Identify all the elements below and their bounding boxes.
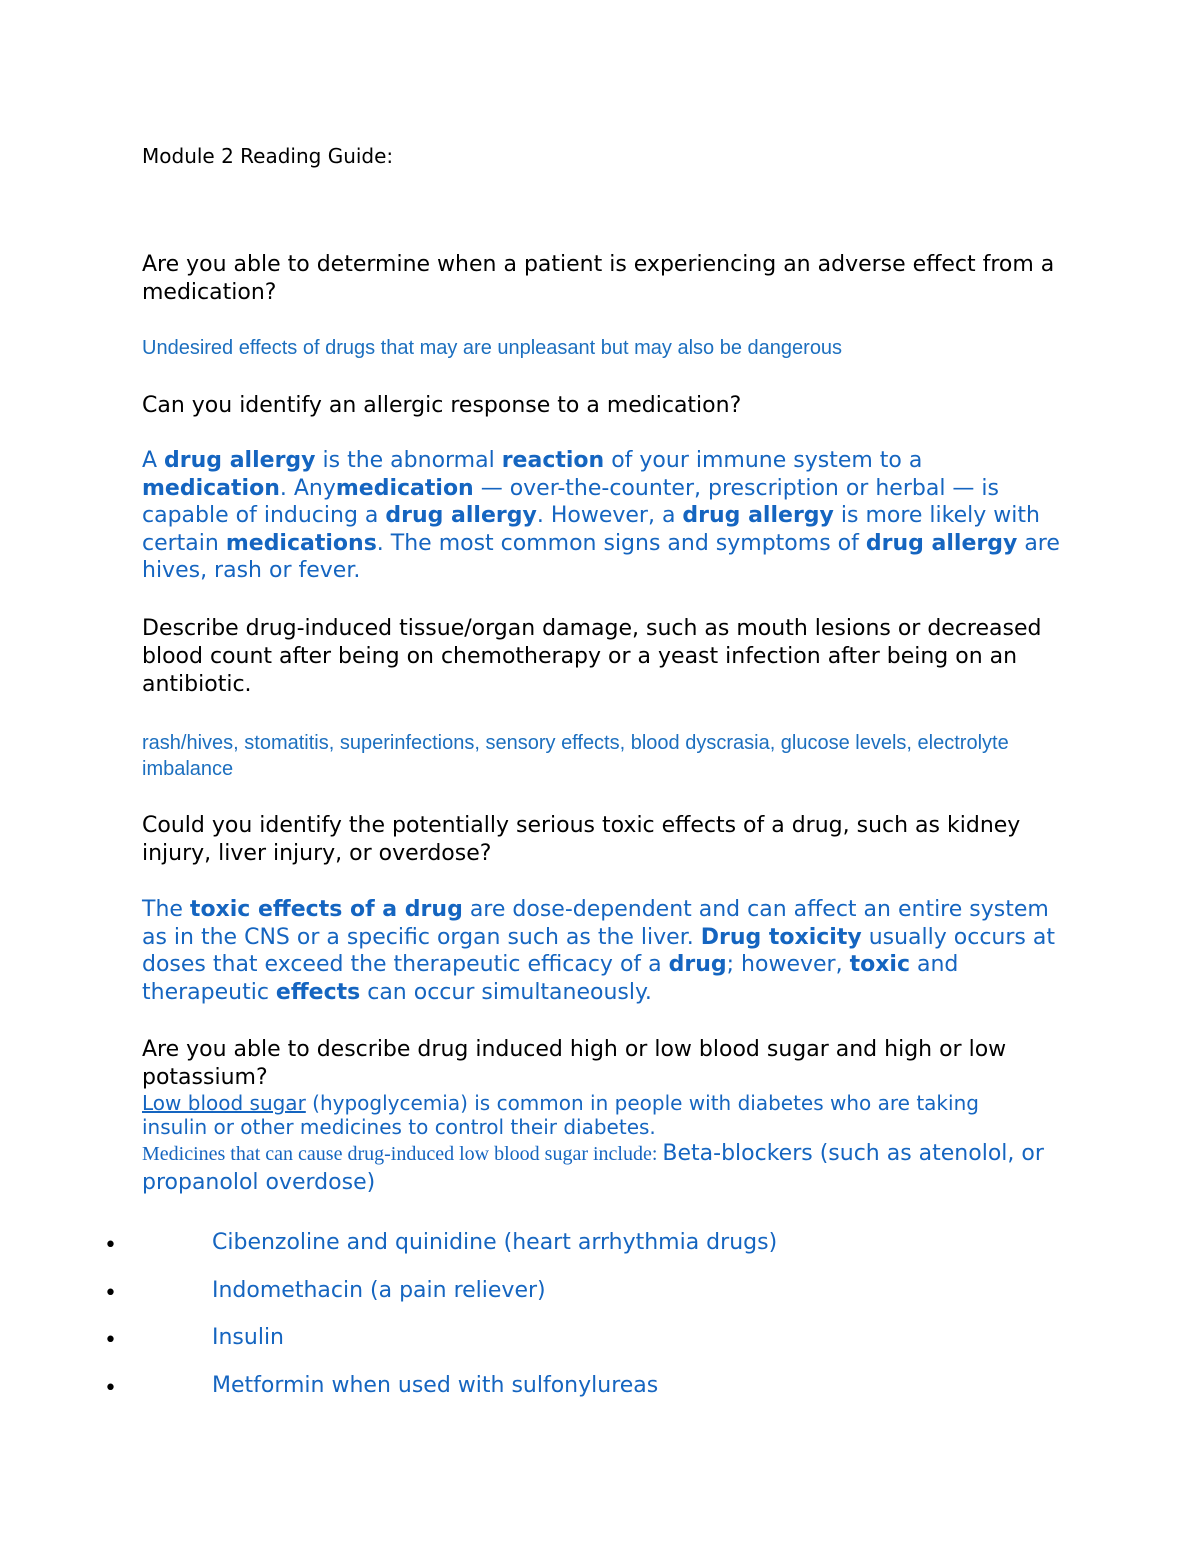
bullet-icon: •: [104, 1280, 117, 1306]
list-item: [0, 1367, 1200, 1415]
list-item-text: Indomethacin (a pain reliever): [212, 1277, 546, 1303]
question-toxic-effects: Could you identify the potentially serious toxic effects of a drug, such as kidney injury, liver injury, or overdose?: [142, 813, 1021, 866]
question-adverse-effect: Are you able to determine when a patient is experiencing an adverse effect from a medication?: [142, 252, 1055, 305]
list-item: [0, 1319, 1200, 1367]
list-item-text: Metformin when used with sulfonylureas: [212, 1372, 659, 1398]
answer-toxic-effects: The toxic effects of a drug are dose-dependent and can affect an entire system as in the CNS or a specific organ such as the liver. Drug toxicity usually occurs at doses that exceed the therapeutic efficacy of a drug; however, toxic and therapeutic effects can occur simultaneously.: [142, 897, 1055, 1005]
question-allergic-response: Can you identify an allergic response to a medication?: [142, 393, 742, 418]
bullet-icon: •: [104, 1375, 117, 1401]
bullet-icon: •: [104, 1233, 117, 1258]
list-item-text: Cibenzoline and quinidine (heart arrhythmia drugs): [212, 1230, 778, 1255]
question-blood-sugar: Are you able to describe drug induced high or low blood sugar and high or low potassium?: [142, 1037, 1007, 1090]
low-blood-sugar-link[interactable]: Low blood sugar: [142, 1091, 306, 1115]
bullet-icon: •: [104, 1328, 117, 1353]
question-tissue-damage: Describe drug-induced tissue/organ damage, such as mouth lesions or decreased blood count after being on chemotherapy or a yeast infection after being on an antibiotic.: [142, 616, 1042, 697]
list-item: [0, 1272, 1200, 1320]
medicines-bullet-list: [0, 1224, 1200, 1414]
answer-tissue-damage: rash/hives, stomatitis, superinfections, sensory effects, blood dyscrasia, glucose levels, electrolyte imbalance: [142, 732, 1009, 780]
list-item-text: Insulin: [212, 1325, 285, 1350]
answer-adverse-effect: Undesired effects of drugs that may are unpleasant but may also be dangerous: [142, 337, 843, 359]
answer-drug-allergy: A drug allergy is the abnormal reaction of your immune system to a medication. Anymedication — over-the-counter, prescription or herbal — is capable of inducing a drug allergy. However, a drug allergy is more likely with certain medications. The most common signs and symptoms of drug allergy are hives, rash or fever.: [142, 448, 1060, 583]
answer-medicines-list-intro: Medicines that can cause drug-induced low blood sugar include: Beta-blockers (such as atenolol, or propanolol overdose): [142, 1141, 1044, 1195]
document-title: Module 2 Reading Guide:: [142, 144, 394, 168]
answer-low-blood-sugar: Low blood sugar (hypoglycemia) is common in people with diabetes who are taking insulin or other medicines to control their diabetes.: [142, 1091, 979, 1139]
list-item: [0, 1224, 1200, 1272]
